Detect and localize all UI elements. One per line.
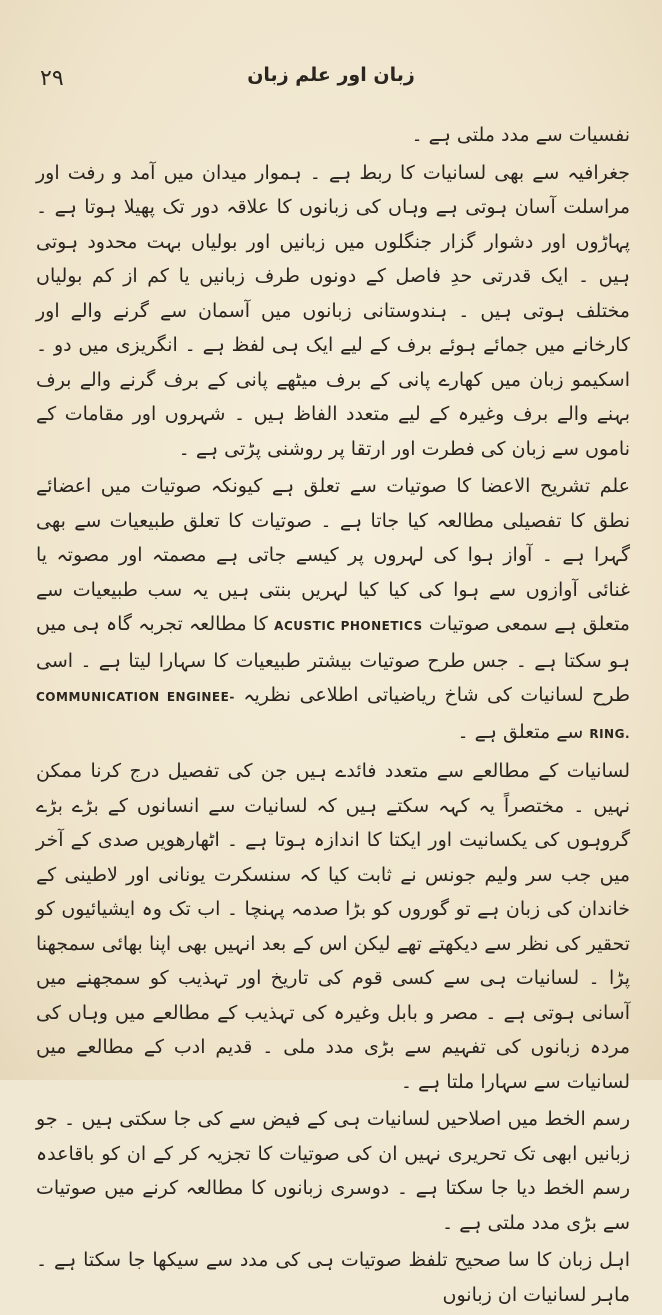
paragraph: نفسیات سے مدد ملتی ہے ۔ [411,124,630,146]
paragraph [36,469,630,751]
latin-term: COMMUNICATION ENGINEE-RING. [36,690,630,741]
paragraph: رسم الخط میں اصلاحیں لسانیات ہی کے فیض سے کی جا سکتی ہیں ۔ جو زبانیں ابھی تک تحریری نہیں ان کی صوتیات کا تجزیہ کر کے ان کو باقاعدہ رسم الخط دیا جا سکتا ہے ۔ دوسری زبانوں کا مطالعہ کرنے میں صوتیات سے بڑی مدد ملتی ہے ۔ [36,1108,630,1234]
paragraph-text: سے متعلق ہے ۔ [457,720,584,743]
paragraph: لسانیات کے مطالعے سے متعدد فائدے ہیں جن کی تفصیل درج کرنا ممکن نہیں ۔ مختصراً یہ کہہ سکتے ہیں کہ لسانیات سے انسانوں کے بڑے بڑے گروہوں کی یکسانیت اور ایکتا کا اندازہ ہوتا ہے ۔ اٹھارھویں صدی کے آخر میں جب سر ولیم جونس نے ثابت کیا کہ سنسکرت یونانی اور لاطینی کے خاندان کی زبان ہے تو گوروں کو بڑا صدمہ پہنچا ۔ اب تک وہ ایشیائیوں کو تحقیر کی نظر سے دیکھتے تھے لیکن اس کے بعد انہیں بھی اپنا بھائی سمجھنا پڑا ۔ لسانیات ہی سے کسی قوم کی تاریخ اور تہذیب کو سمجھنے میں آسانی ہوتی ہے ۔ مصر و بابل وغیرہ کی تہذیب کے مطالعے میں وہاں کی مردہ زبانوں کی تفہیم سے بڑی مدد ملی ۔ قدیم ادب کے مطالعے میں لسانیات سے سہارا ملتا ہے ۔ [36,760,630,1093]
paragraph: اہل زبان کا سا صحیح تلفظ صوتیات ہی کی مدد سے سیکھا جا سکتا ہے ۔ ماہر لسانیات ان زبانوں [36,1249,630,1306]
paragraph-text: علم تشریح الاعضا کا صوتیات سے تعلق ہے کیونکہ صوتیات میں اعضائے نطق کا تفصیلی مطالعہ کیا جاتا ہے ۔ صوتیات کا تعلق طبیعیات سے بھی گہرا ہے ۔ آواز ہوا کی لہروں پر کیسے جاتی ہے مصمتہ اور مصوتہ یا غنائی آوازوں سے ہوا کی کیا کیا لہریں بنتی ہیں یہ سب طبیعیات سے متعلق ہے سمعی صوتیات [36,475,630,635]
body-text [36,118,630,1315]
latin-term: ACUSTIC PHONETICS [274,619,423,633]
page-number: ۲۹ [40,66,64,91]
running-head: زبان اور علم زبان [247,64,415,86]
paragraph: جغرافیہ سے بھی لسانیات کا ربط ہے ۔ ہموار میدان میں آمد و رفت اور مراسلت آسان ہوتی ہے وہاں کی زبانوں کا علاقہ دور تک پھیلا ہوتا ہے ۔ پہاڑوں اور دشوار گزار جنگلوں میں زبانیں اور بولیاں بہت محدود ہوتی ہیں ۔ ایک قدرتی حدِ فاصل کے دونوں طرف زبانیں یا کم از کم بولیاں مختلف ہوتی ہیں ۔ ہندوستانی زبانوں میں آسمان سے گرنے والے اور کارخانے میں جمائے ہوئے برف کے لیے ایک ہی لفظ ہے ۔ انگریزی میں دو ۔ اسکیمو زبان میں کھارے پانی کے برف میٹھے پانی کے برف گرنے والے برف بہنے والے برف وغیرہ کے لیے متعدد الفاظ ہیں ۔ شہروں اور مقامات کے ناموں سے زبان کی فطرت اور ارتقا پر روشنی پڑتی ہے ۔ [36,161,630,460]
paragraph-text: کا مطالعہ تجربہ گاہ ہی میں ہو سکتا ہے ۔ جس طرح صوتیات بیشتر طبیعیات کا سہارا لیتا ہے ۔ اسی طرح لسانیات کی شاخ ریاضیاتی اطلاعی نظریہ [36,613,630,706]
